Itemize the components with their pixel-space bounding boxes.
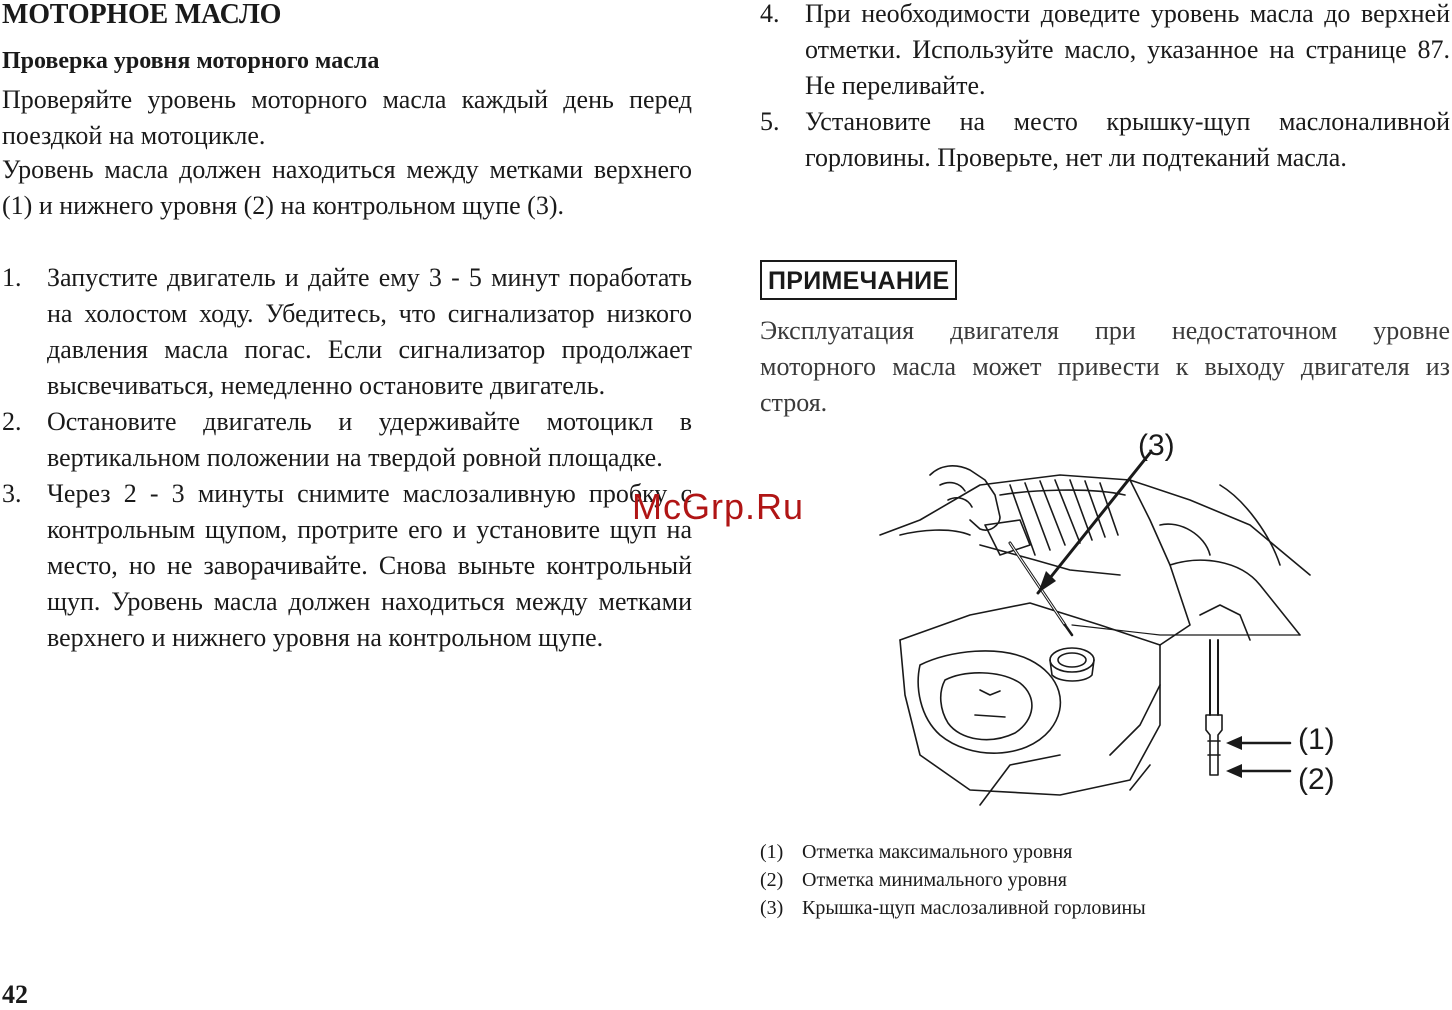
caption-text: Отметка минимального уровня: [802, 869, 1067, 891]
paragraph-daily-check: Проверяйте уровень моторного масла каждый день перед поездкой на мотоцикле.: [2, 85, 692, 150]
caption-item: [760, 894, 1146, 922]
section-title: МОТОРНОЕ МАСЛО: [2, 0, 282, 30]
step-item: [2, 476, 692, 656]
caption-number: (2): [760, 869, 784, 891]
step-item: [2, 404, 692, 476]
steps-list-right: [760, 0, 1450, 176]
step-number: 5.: [760, 107, 780, 136]
watermark-text: McGrp.Ru: [632, 486, 805, 527]
step-text: При необходимости доведите уровень масла до верхней отметки. Используйте масло, указанное на странице 87. Не переливайте.: [805, 0, 1450, 100]
step-text: Через 2 - 3 минуты снимите маслозаливную пробку с контрольным щупом, протрите его и установите щуп на место, но не заворачивайте. Снова выньте контрольный щуп. Уровень масла должен находиться между метками верхнего и нижнего уровня на контрольном щупе.: [47, 479, 692, 652]
subsection-title: Проверка уровня моторного масла: [2, 48, 380, 74]
step-number: 4.: [760, 0, 780, 28]
caption-number: (3): [760, 897, 784, 919]
figure-label-2: (2): [1298, 763, 1335, 796]
step-number: 2.: [2, 407, 22, 436]
caption-text: Отметка максимального уровня: [802, 841, 1073, 863]
step-number: 1.: [2, 263, 22, 292]
step-item: [760, 104, 1450, 176]
step-text: Остановите двигатель и удерживайте мотоцикл в вертикальном положении на твердой ровной площадке.: [47, 407, 692, 472]
figure-label-1: (1): [1298, 723, 1335, 756]
caption-item: [760, 866, 1146, 894]
caption-text: Крышка-щуп маслозаливной горловины: [802, 897, 1146, 919]
paragraph-oil-level: Уровень масла должен находиться между метками верхнего (1) и нижнего уровня (2) на контрольном щупе (3).: [2, 155, 692, 220]
step-text: Установите на место крышку-щуп маслоналивной горловины. Проверьте, нет ли подтеканий масла.: [805, 107, 1450, 172]
step-text: Запустите двигатель и дайте ему 3 - 5 минут поработать на холостом ходу. Убедитесь, что сигнализатор низкого давления масла погас. Если сигнализатор продолжает высвечиваться, немедленно остановите двигатель.: [47, 263, 692, 400]
caption-item: [760, 838, 1146, 866]
note-badge: ПРИМЕЧАНИЕ: [760, 260, 957, 300]
steps-list-left: [2, 260, 692, 656]
step-item: [2, 260, 692, 404]
dipstick-illustration: [860, 425, 1380, 825]
note-text: Эксплуатация двигателя при недостаточном уровне моторного масла может привести к выходу двигателя из строя.: [760, 316, 1450, 417]
caption-number: (1): [760, 841, 784, 863]
figure-label-3: (3): [1138, 429, 1175, 462]
step-number: 3.: [2, 479, 22, 508]
step-item: [760, 0, 1450, 104]
page-number: 42: [2, 980, 28, 1009]
figure-captions: [760, 838, 1146, 922]
